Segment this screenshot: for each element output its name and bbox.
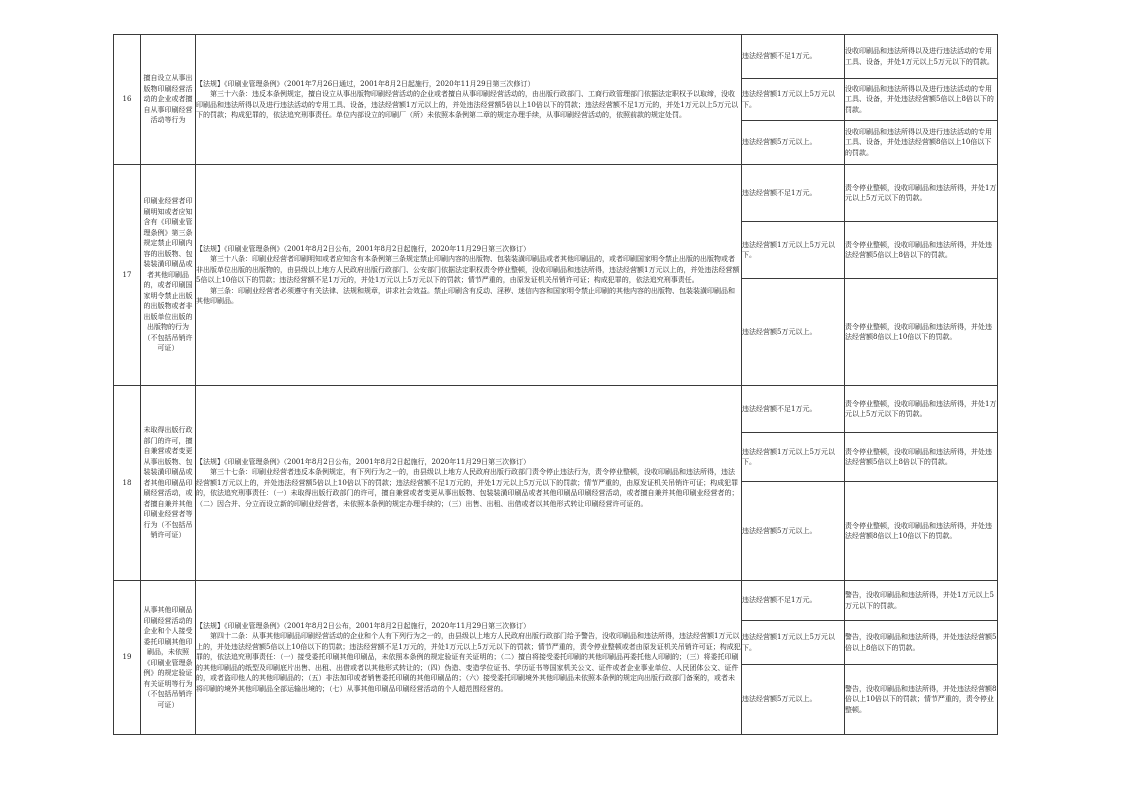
law-article: 第四十二条：从事其他印刷品印刷经营活动的企业和个人有下列行为之一的，由县级以上地方人民政府出版行政部门给予警告，没收印刷品和违法所得，违法经营额1万元以上的，并处违法经营额5倍以上10倍以下的罚款；违法经营额不足1万元的，并处1万元以上5万元以下的罚款；情节严重的，责令停业整顿或者由原发证机关吊销许可证；构成犯罪的，依法追究刑事责任：（一）接受委托印刷其他印刷品，未依照本条例的规定验证有关证明的；（二）擅自将接受委托印刷的其他印刷品再委托他人印刷的；（三）将委托印刷的其他印刷品的纸型及印刷底片出售、出租、出借或者以其他形式转让的；（四）伪造、变造学位证书、学历证书等国家机关公文、证件或者企业事业单位、人民团体公文、证件的，或者盗印他人的其他印刷品的；（五）非法加印或者销售委托印刷的其他印刷品的；（六）接受委托印刷境外其他印刷品未依照本条例的规定向出版行政部门备案的，或者未将印刷的境外其他印刷品全部运输出境的；（七）从事其他印刷品印刷经营活动的个人超范围经营的。 bbox=[196, 632, 741, 693]
law-title: 【法规】《印刷业管理条例》（2001年8月2日公布，2001年8月2日起施行，2020年11月29日第三次修订） bbox=[196, 621, 531, 630]
penalty-cell: 责令停业整顿，没收印刷品和违法所得，并处1万元以上5万元以下的罚款。 bbox=[845, 165, 998, 222]
row-number: 17 bbox=[114, 165, 141, 386]
legal-basis bbox=[196, 581, 742, 735]
circumstance-cell: 违法经营额5万元以上。 bbox=[742, 482, 845, 581]
law-article: 第三条：印刷业经营者必须遵守有关法律、法规和规章，讲求社会效益。禁止印刷含有反动、淫秽、迷信内容和国家明令禁止印刷的其他内容的出版物、包装装潢印刷品和其他印刷品。 bbox=[196, 286, 735, 305]
law-article: 第三十七条：印刷业经营者违反本条例规定，有下列行为之一的，由县级以上地方人民政府出版行政部门责令停止违法行为，责令停业整顿，没收印刷品和违法所得，违法经营额1万元以上的，并处违法经营额5倍以上10倍以下的罚款；违法经营额不足1万元的，并处1万元以上5万元以下的罚款；情节严重的，由原发证机关吊销许可证；构成犯罪的，依法追究刑事责任：（一）未取得出版行政部门的许可，擅自兼营或者变更从事出版物、包装装潢印刷品或者其他印刷品印刷经营活动，或者擅自兼并其他印刷业经营者的；（二）因合并、分立而设立新的印刷业经营者，未依照本条例的规定办理手续的；（三）出售、出租、出借或者以其他形式转让印刷经营许可证的。 bbox=[196, 468, 739, 508]
penalty-standards-table bbox=[113, 34, 998, 735]
violation-behavior: 印刷业经营者印刷明知或者应知含有《印刷业管理条例》第三条规定禁止印刷内容的出版物、包装装潢印刷品或者其他印刷品的，或者印刷国家明令禁止出版的出版物或者非出版单位出版的出版物的行为（不包括吊销许可证） bbox=[141, 165, 196, 386]
violation-behavior: 从事其他印刷品印刷经营活动的企业和个人接受委托印刷其他印刷品，未依照《印刷业管理条例》的规定验证有关证明等行为（不包括吊销许可证） bbox=[141, 581, 196, 735]
legal-basis bbox=[196, 165, 742, 386]
penalty-cell: 警告，没收印刷品和违法所得，并处违法经营额8倍以上10倍以下的罚款；情节严重的，责令停业整顿。 bbox=[845, 665, 998, 735]
penalty-cell: 没收印刷品和违法所得以及进行违法活动的专用工具、设备，并处违法经营额8倍以上10倍以下的罚款。 bbox=[845, 121, 998, 165]
table-row bbox=[114, 165, 998, 222]
law-title: 【法规】《印刷业管理条例》（2001年8月2日公布，2001年8月2日起施行，2020年11月29日第三次修订） bbox=[196, 244, 531, 253]
circumstance-cell: 违法经营额不足1万元。 bbox=[742, 165, 845, 222]
law-article: 第三十八条：印刷业经营者印刷明知或者应知含有本条例第三条规定禁止印刷内容的出版物、包装装潢印刷品或者其他印刷品的，或者印刷国家明令禁止出版的出版物或者非出版单位出版的出版物的，由县级以上地方人民政府出版行政部门、公安部门依据法定职权责令停业整顿，没收印刷品和违法所得，违法经营额1万元以上的，并处违法经营额5倍以上10倍以下的罚款；违法经营额不足1万元的，并处1万元以上5万元以下的罚款；情节严重的，由原发证机关吊销许可证；构成犯罪的，依法追究刑事责任。 bbox=[196, 255, 740, 284]
circumstance-cell: 违法经营额不足1万元。 bbox=[742, 581, 845, 621]
penalty-cell: 责令停业整顿，没收印刷品和违法所得，并处违法经营额5倍以上8倍以下的罚款。 bbox=[845, 222, 998, 279]
circumstance-cell: 违法经营额1万元以上5万元以下。 bbox=[742, 621, 845, 665]
penalty-cell: 责令停业整顿，没收印刷品和违法所得，并处违法经营额8倍以上10倍以下的罚款。 bbox=[845, 482, 998, 581]
penalty-cell: 没收印刷品和违法所得以及进行违法活动的专用工具、设备，并处1万元以上5万元以下的罚款。 bbox=[845, 35, 998, 79]
row-number: 18 bbox=[114, 386, 141, 581]
penalty-cell: 责令停业整顿，没收印刷品和违法所得，并处违法经营额8倍以上10倍以下的罚款。 bbox=[845, 279, 998, 386]
row-number: 19 bbox=[114, 581, 141, 735]
table-row bbox=[114, 35, 998, 79]
circumstance-cell: 违法经营额5万元以上。 bbox=[742, 121, 845, 165]
violation-behavior: 擅自设立从事出版物印刷经营活动的企业或者擅自从事印刷经营活动等行为 bbox=[141, 35, 196, 165]
table-row bbox=[114, 386, 998, 433]
penalty-cell: 责令停业整顿，没收印刷品和违法所得，并处1万元以上5万元以下的罚款。 bbox=[845, 386, 998, 433]
law-title: 【法规】《印刷业管理条例》（2001年7月26日通过，2001年8月2日起施行，2020年11月29日第三次修订） bbox=[196, 79, 535, 88]
legal-basis bbox=[196, 386, 742, 581]
law-title: 【法规】《印刷业管理条例》（2001年8月2日公布，2001年8月2日起施行，2020年11月29日第三次修订） bbox=[196, 457, 531, 466]
penalty-cell: 警告，没收印刷品和违法所得，并处违法经营额5倍以上8倍以下的罚款。 bbox=[845, 621, 998, 665]
law-article: 第三十六条：违反本条例规定，擅自设立从事出版物印刷经营活动的企业或者擅自从事印刷经营活动的，由出版行政部门、工商行政管理部门依据法定职权予以取缔，没收印刷品和违法所得以及进行违法活动的专用工具、设备，违法经营额1万元以上的，并处违法经营额5倍以上10倍以下的罚款；违法经营额不足1万元的，并处1万元以上5万元以下的罚款；构成犯罪的，依法追究刑事责任。单位内部设立的印刷厂（所）未依照本条例第二章的规定办理手续，从事印刷经营活动的，依照前款的规定处罚。 bbox=[196, 90, 739, 119]
row-number: 16 bbox=[114, 35, 141, 165]
circumstance-cell: 违法经营额5万元以上。 bbox=[742, 279, 845, 386]
legal-basis bbox=[196, 35, 742, 165]
circumstance-cell: 违法经营额不足1万元。 bbox=[742, 35, 845, 79]
circumstance-cell: 违法经营额不足1万元。 bbox=[742, 386, 845, 433]
circumstance-cell: 违法经营额1万元以上5万元以下。 bbox=[742, 222, 845, 279]
penalty-cell: 没收印刷品和违法所得以及进行违法活动的专用工具、设备，并处违法经营额5倍以上8倍以下的罚款。 bbox=[845, 79, 998, 121]
violation-behavior: 未取得出版行政部门的许可，擅自兼营或者变更从事出版物、包装装潢印刷品或者其他印刷品印刷经营活动，或者擅自兼并其他印刷业经营者等行为（不包括吊销许可证） bbox=[141, 386, 196, 581]
penalty-cell: 警告，没收印刷品和违法所得，并处1万元以上5万元以下的罚款。 bbox=[845, 581, 998, 621]
table-row bbox=[114, 581, 998, 621]
penalty-cell: 责令停业整顿，没收印刷品和违法所得，并处违法经营额5倍以上8倍以下的罚款。 bbox=[845, 433, 998, 482]
circumstance-cell: 违法经营额5万元以上。 bbox=[742, 665, 845, 735]
circumstance-cell: 违法经营额1万元以上5万元以下。 bbox=[742, 433, 845, 482]
circumstance-cell: 违法经营额1万元以上5万元以下。 bbox=[742, 79, 845, 121]
